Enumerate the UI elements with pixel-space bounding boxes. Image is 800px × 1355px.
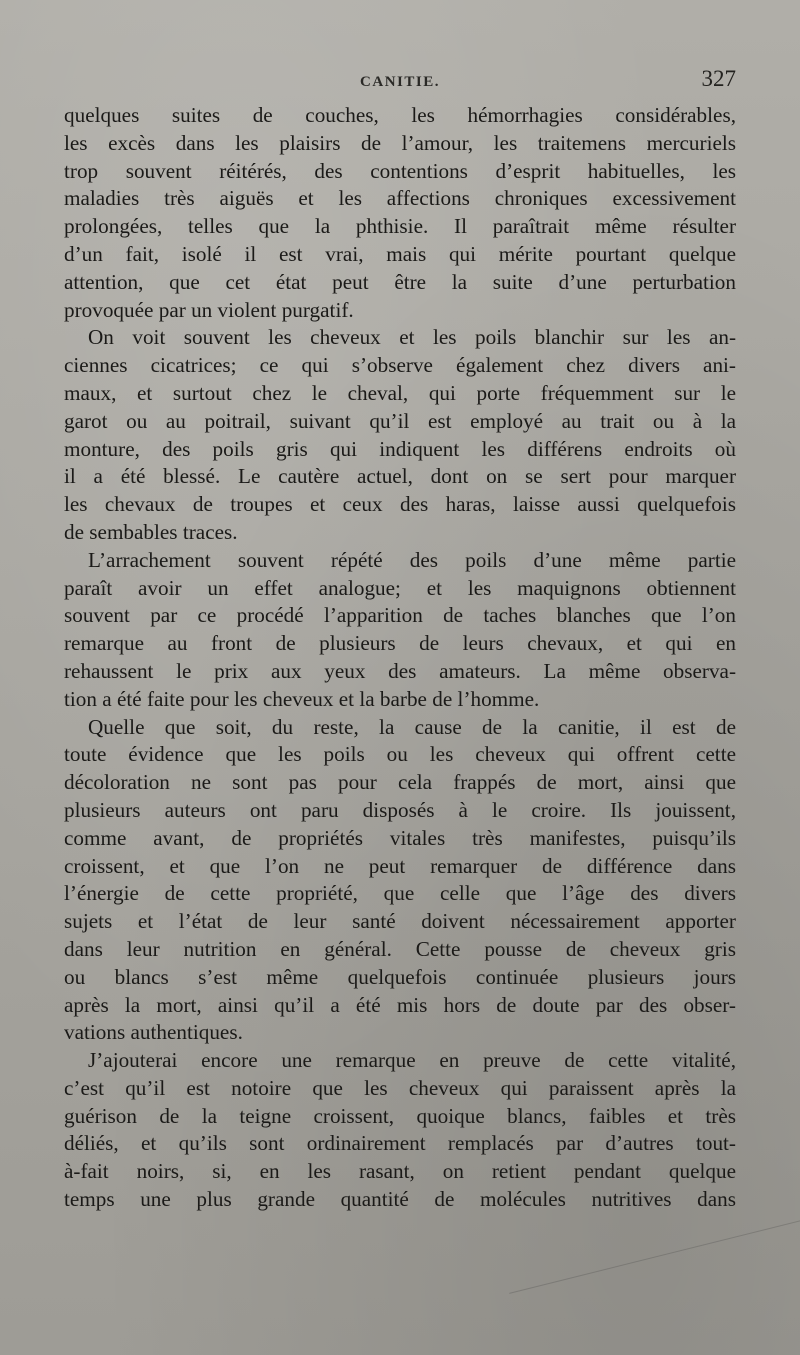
paragraph-1 [64, 102, 736, 324]
text-line: On voit souvent les cheveux et les poils blanchir sur les an- [88, 325, 736, 350]
text-line: prolongées, telles que la phthisie. Il paraîtrait même résulter [64, 214, 736, 239]
text-line: croissent, et que l’on ne peut remarquer de différence dans [64, 853, 736, 878]
text-line: souvent par ce procédé l’apparition de taches blanches que l’on [64, 603, 736, 628]
text-line: déliés, et qu’ils sont ordinairement remplacés par d’autres tout- [64, 1131, 736, 1156]
text-line: trop souvent réitérés, des contentions d’esprit habituelles, les [64, 158, 736, 183]
text-line: il a été blessé. Le cautère actuel, dont on se sert pour marquer [64, 464, 736, 489]
text-line: guérison de la teigne croissent, quoique blancs, faibles et très [64, 1103, 736, 1128]
text-line: plusieurs auteurs ont paru disposés à le croire. Ils jouissent, [64, 797, 736, 822]
page-header [64, 66, 736, 96]
text-line: L’arrachement souvent répété des poils d’une même partie [88, 547, 736, 572]
text-line: remarque au front de plusieurs de leurs chevaux, et qui en [64, 631, 736, 656]
text-line: rehaussent le prix aux yeux des amateurs. La même observa- [64, 658, 736, 683]
text-line: ciennes cicatrices; ce qui s’observe également chez divers ani- [64, 353, 736, 378]
text-line: vations authentiques. [64, 1020, 243, 1045]
paragraph-2 [64, 324, 736, 546]
text-line: les excès dans les plaisirs de l’amour, les traitemens mercuriels [64, 130, 736, 155]
text-line: à-fait noirs, si, en les rasant, on retient pendant quelque [64, 1159, 736, 1184]
text-line: tion a été faite pour les cheveux et la barbe de l’homme. [64, 686, 540, 711]
text-line: de sembables traces. [64, 519, 238, 544]
text-line: comme avant, de propriétés vitales très manifestes, puisqu’ils [64, 825, 736, 850]
text-line: toute évidence que les poils ou les cheveux qui offrent cette [64, 742, 736, 767]
running-head: CANITIE. [360, 74, 440, 90]
text-line: sujets et l’état de leur santé doivent nécessairement apporter [64, 909, 736, 934]
text-line: provoquée par un violent purgatif. [64, 297, 354, 322]
text-line: temps une plus grande quantité de molécules nutritives dans [64, 1187, 736, 1212]
page-number: 327 [701, 66, 736, 91]
text-line: d’un fait, isolé il est vrai, mais qui mérite pourtant quelque [64, 241, 736, 266]
text-line: Quelle que soit, du reste, la cause de la canitie, il est de [88, 714, 736, 739]
paragraph-3 [64, 547, 736, 714]
text-line: c’est qu’il est notoire que les cheveux qui paraissent après la [64, 1075, 736, 1100]
text-line: maladies très aiguës et les affections chroniques excessivement [64, 186, 736, 211]
text-line: attention, que cet état peut être la suite d’une perturbation [64, 269, 736, 294]
text-line: décoloration ne sont pas pour cela frappés de mort, ainsi que [64, 770, 736, 795]
text-line: après la mort, ainsi qu’il a été mis hors de doute par des obser- [64, 992, 736, 1017]
text-line: l’énergie de cette propriété, que celle que l’âge des divers [64, 881, 736, 906]
text-line: les chevaux de troupes et ceux des haras, laisse aussi quelquefois [64, 492, 736, 517]
body-text [64, 102, 736, 1214]
text-line: paraît avoir un effet analogue; et les maquignons obtiennent [64, 575, 736, 600]
text-line: quelques suites de couches, les hémorrhagies considérables, [64, 103, 736, 127]
text-line: dans leur nutrition en général. Cette pousse de cheveux gris [64, 936, 736, 961]
paragraph-4 [64, 714, 736, 1048]
text-line: J’ajouterai encore une remarque en preuve de cette vitalité, [88, 1048, 736, 1073]
text-line: monture, des poils gris qui indiquent les différens endroits où [64, 436, 736, 461]
text-line: ou blancs s’est même quelquefois continuée plusieurs jours [64, 964, 736, 989]
paragraph-5 [64, 1047, 736, 1214]
text-line: maux, et surtout chez le cheval, qui porte fréquemment sur le [64, 380, 736, 405]
text-line: garot ou au poitrail, suivant qu’il est employé au trait ou à la [64, 408, 736, 433]
